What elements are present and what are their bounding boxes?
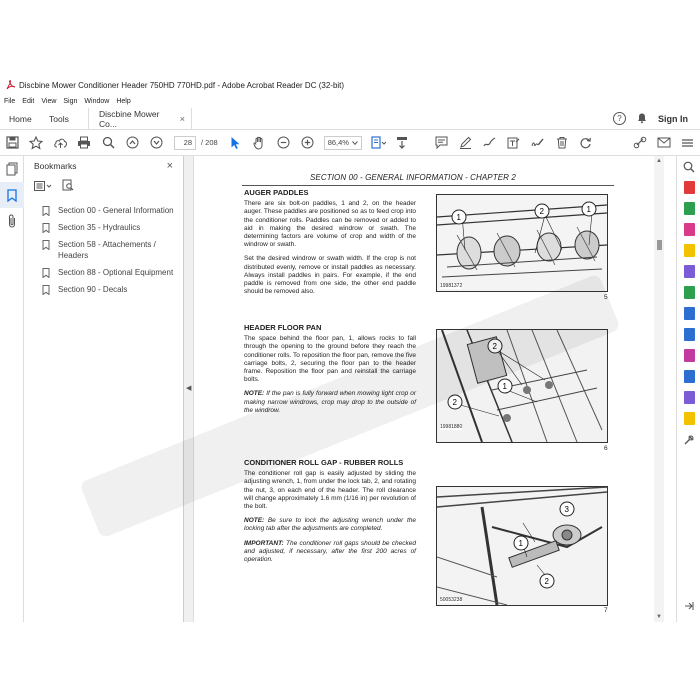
tab-bar — [0, 108, 700, 130]
close-tab-icon[interactable]: × — [179, 113, 185, 124]
bookmark-label: Section 88 - Optional Equipment — [58, 268, 174, 277]
comment-icon[interactable] — [434, 135, 450, 151]
bookmark-section-00[interactable] — [24, 202, 183, 219]
bookmarks-panel — [24, 156, 184, 622]
zoom-in-icon[interactable] — [300, 135, 316, 151]
hand-tool-icon[interactable] — [252, 135, 268, 151]
menu-sign[interactable]: Sign — [63, 97, 78, 105]
figure-5-callout-1a: 1 — [456, 213, 461, 222]
figure-7-callout-2: 2 — [544, 577, 549, 586]
tool-search-zoom-icon[interactable] — [677, 156, 700, 177]
total-pages: / 208 — [201, 138, 218, 147]
figure-7-number: 7 — [604, 607, 608, 614]
tab-home[interactable]: Home — [9, 113, 32, 124]
tool-export-pdf-icon[interactable] — [677, 198, 700, 219]
menu-edit[interactable]: Edit — [22, 97, 35, 105]
sign-in-button[interactable]: Sign In — [658, 113, 688, 124]
figure-7-callout-1: 1 — [518, 539, 523, 548]
attachments-icon[interactable] — [0, 208, 24, 234]
collapse-arrow-icon[interactable]: ◀ — [186, 385, 192, 392]
search-icon[interactable] — [100, 135, 116, 151]
save-icon[interactable] — [4, 135, 20, 151]
print-icon[interactable] — [76, 135, 92, 151]
left-navigation-rail — [0, 156, 24, 622]
roll-heading: CONDITIONER ROLL GAP - RUBBER ROLLS — [244, 458, 404, 467]
cloud-upload-icon[interactable] — [52, 135, 68, 151]
bookmark-icon — [42, 268, 50, 278]
zoom-select[interactable] — [324, 136, 362, 150]
scroll-mode-icon[interactable] — [394, 135, 410, 151]
help-icon[interactable]: ? — [613, 112, 626, 125]
bookmark-section-90[interactable] — [24, 281, 183, 298]
figure-floor-pan — [436, 329, 608, 443]
floor-pan-illustration — [437, 330, 607, 442]
page-thumbnails-icon[interactable] — [0, 156, 24, 182]
roll-note-text: Be sure to lock the adjusting wrench under the locking tab after the adjustments are completed. — [244, 517, 416, 533]
floor-note-text: If the pan is fully forward when mowing light crop or making narrow windrows, crop may drop to the outside of the windrow. — [244, 390, 416, 414]
more-tools-icon[interactable] — [680, 135, 696, 151]
figure-7-callout-3: 3 — [564, 505, 569, 514]
close-panel-icon[interactable]: × — [166, 160, 173, 172]
bookmark-label: Section 90 - Decals — [58, 285, 128, 294]
right-tools-rail — [676, 156, 700, 622]
scroll-thumb[interactable] — [657, 240, 662, 250]
bookmark-section-88[interactable] — [24, 264, 183, 281]
roll-important-label: IMPORTANT: — [244, 539, 284, 547]
rotate-icon[interactable] — [578, 135, 594, 151]
tab-tools[interactable]: Tools — [49, 113, 69, 124]
acrobat-window — [0, 76, 700, 622]
figure-7-id: 50053238 — [440, 597, 463, 603]
auger-illustration — [437, 195, 607, 291]
tab-document[interactable] — [88, 108, 192, 129]
figure-5-callout-1b: 1 — [586, 205, 591, 214]
header-rule — [242, 185, 614, 186]
select-cursor-icon[interactable] — [228, 135, 244, 151]
bookmarks-header — [24, 156, 183, 176]
floor-pan-text — [244, 324, 416, 421]
vertical-scrollbar[interactable] — [654, 156, 664, 622]
tabbar-right — [613, 108, 700, 129]
menu-help[interactable]: Help — [116, 97, 131, 105]
figure-6-callout-2b: 2 — [452, 398, 457, 407]
highlight-pen-icon[interactable] — [458, 135, 474, 151]
tool-more-tools-icon[interactable] — [677, 429, 700, 450]
figure-5-id: 19981372 — [440, 283, 463, 289]
bookmark-options-icon[interactable] — [34, 178, 52, 196]
tool-create-pdf-icon[interactable] — [677, 177, 700, 198]
chevron-down-icon — [352, 138, 358, 147]
auger-paragraph-1: There are six bolt-on paddles, 1 and 2, on the header auger. These paddles are positioned so as to feed crop into the conditioner rolls. Paddles can be removed or added to aid in making the desired windrow or swath. The determining factors are volume of crop and width of the windrow or swath. — [244, 200, 416, 249]
window-title: Discbine Mower Conditioner Header 750HD 770HD.pdf - Adobe Acrobat Reader DC (32-bit) — [19, 80, 345, 90]
floor-heading: HEADER FLOOR PAN — [244, 323, 322, 332]
auger-heading: AUGER PADDLES — [244, 188, 309, 197]
figure-6-callout-1: 1 — [502, 382, 507, 391]
figure-6-number: 6 — [604, 445, 608, 452]
tool-request-signature-icon[interactable] — [677, 387, 700, 408]
scroll-up-icon[interactable]: ▲ — [656, 158, 662, 164]
figure-6-id: 19981880 — [440, 424, 463, 430]
current-page-input[interactable]: 28 — [174, 136, 196, 150]
floor-note — [244, 390, 416, 415]
menu-bar — [0, 94, 700, 108]
roll-important-text: The conditioner roll gaps should be checked and adjusted, if necessary, after the first 200 acres of operation. — [244, 539, 416, 564]
bookmarks-toolbar — [24, 176, 183, 198]
title-bar — [0, 76, 700, 94]
roll-note-label: NOTE: — [244, 517, 265, 525]
bookmark-icon — [42, 206, 50, 216]
page-fit-icon[interactable] — [370, 135, 386, 151]
bookmark-icon — [42, 223, 50, 233]
previous-page-icon[interactable] — [124, 135, 140, 151]
scroll-down-icon[interactable]: ▼ — [656, 614, 662, 620]
delete-icon[interactable] — [554, 135, 570, 151]
main-toolbar — [0, 130, 700, 156]
roll-gap-illustration — [437, 487, 607, 605]
next-page-icon[interactable] — [148, 135, 164, 151]
bookmark-section-58[interactable] — [24, 236, 183, 264]
bookmark-label: Section 00 - General Information — [58, 206, 174, 215]
tool-fill-sign-icon[interactable] — [677, 345, 700, 366]
figure-6-callout-2a: 2 — [492, 342, 497, 351]
figure-auger-paddles — [436, 194, 608, 292]
share-link-icon[interactable] — [632, 135, 648, 151]
tool-scan-ocr-icon[interactable] — [677, 303, 700, 324]
document-view[interactable] — [194, 156, 654, 622]
tool-combine-files-icon[interactable] — [677, 219, 700, 240]
pdf-page — [194, 156, 654, 622]
tool-edit-pdf-icon[interactable] — [677, 282, 700, 303]
tool-send-comments-icon[interactable] — [677, 408, 700, 429]
zoom-out-icon[interactable] — [276, 135, 292, 151]
roll-gap-text — [244, 459, 416, 570]
tool-comment-icon[interactable] — [677, 240, 700, 261]
expand-panel-icon[interactable] — [677, 595, 700, 616]
figure-5-callout-2: 2 — [539, 207, 544, 216]
section-header: SECTION 00 - GENERAL INFORMATION - CHAPTER 2 — [310, 173, 516, 182]
bookmark-section-35[interactable] — [24, 219, 183, 236]
find-bookmark-icon[interactable] — [62, 178, 74, 196]
page-navigator — [174, 136, 218, 150]
email-icon[interactable] — [656, 135, 672, 151]
bookmark-icon — [42, 285, 50, 295]
bookmark-label: Section 58 - Attachements / Headers — [58, 240, 156, 260]
bookmarks-list — [24, 198, 183, 298]
bookmarks-panel-icon[interactable] — [0, 182, 24, 208]
panel-splitter[interactable] — [184, 156, 194, 622]
acrobat-icon — [5, 80, 15, 91]
bookmarks-title: Bookmarks — [34, 161, 77, 171]
menu-window[interactable]: Window — [84, 97, 110, 105]
bookmark-label: Section 35 - Hydraulics — [58, 223, 141, 232]
zoom-value: 86,4% — [327, 138, 349, 147]
roll-important — [244, 540, 416, 565]
roll-paragraph-1: The conditioner roll gap is easily adjusted by sliding the adjusting wrench, 1, from under the lock tab, 2, and rotating the nut, 3, on each end of the header. The roll clearance will change approximately 1.6 mm (1/16 in) per revolution of the bolt. — [244, 470, 416, 511]
roll-note — [244, 517, 416, 533]
sign-icon[interactable] — [530, 135, 546, 151]
notifications-bell-icon[interactable] — [636, 112, 648, 126]
floor-paragraph-1: The space behind the floor pan, 1, allows rocks to fall through the opening to the ground before they reach the conditioner rolls. To reposition the floor pan, remove the five carriage bolts, 2, securing the floor pan to the header frame. Reposition the floor pan and reinstall the carriage bolts. — [244, 335, 416, 384]
floor-note-label: NOTE: — [244, 390, 265, 398]
tool-protect-icon[interactable] — [677, 324, 700, 345]
auger-paragraph-2: Set the desired windrow or swath width. If the crop is not distributed evenly, remove or install paddles as necessary. Always install paddles in pairs. For example, if the end paddle is removed from one side, the other end paddle should be removed also. — [244, 255, 416, 296]
figure-roll-gap — [436, 486, 608, 606]
menu-file[interactable]: File — [4, 97, 16, 105]
bookmark-icon — [42, 240, 50, 250]
tool-organize-pages-icon[interactable] — [677, 261, 700, 282]
figure-5-number: 5 — [604, 294, 608, 301]
auger-paddles-text — [244, 189, 416, 302]
text-edit-icon[interactable] — [506, 135, 522, 151]
bookmark-star-icon[interactable] — [28, 135, 44, 151]
tab-document-label: Discbine Mower Co... — [99, 108, 160, 129]
menu-view[interactable]: View — [41, 97, 57, 105]
tool-prepare-form-icon[interactable] — [677, 366, 700, 387]
draw-icon[interactable] — [482, 135, 498, 151]
